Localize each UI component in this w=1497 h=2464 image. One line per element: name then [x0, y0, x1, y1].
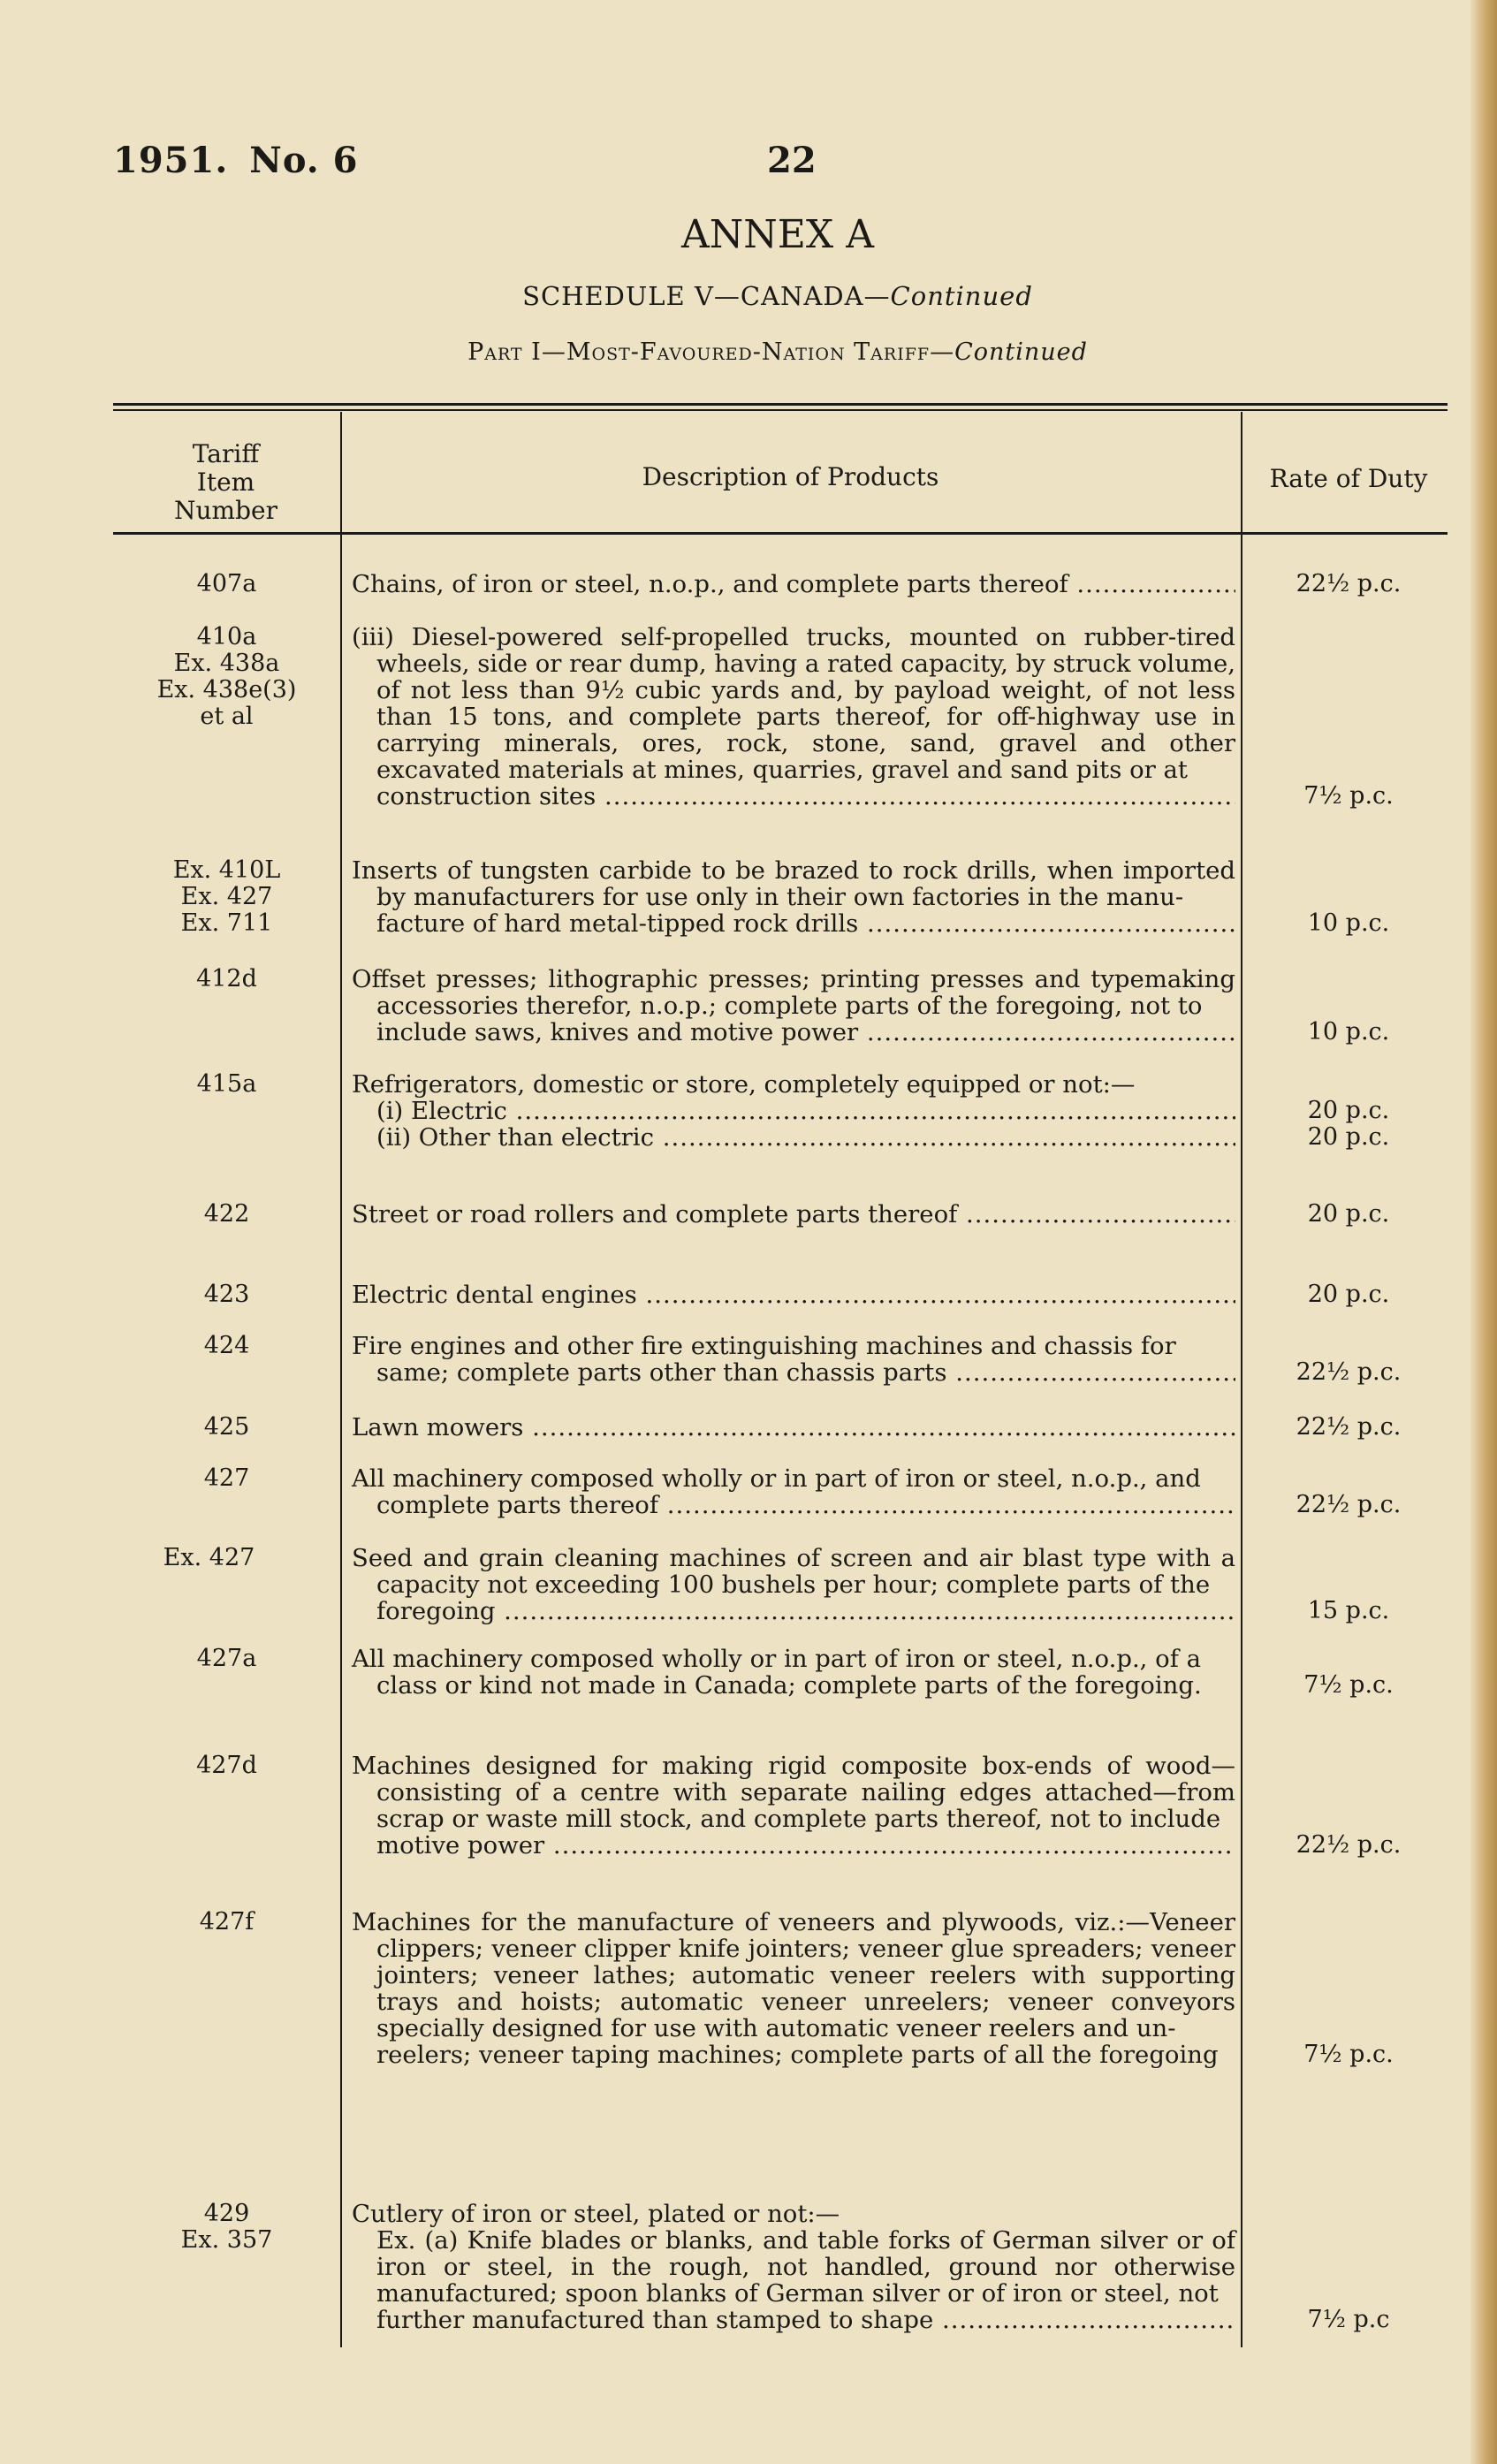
description-line: Refrigerators, domestic or store, completely equipped or not:—	[352, 1070, 1136, 1099]
description-line: Electric dental engines .....	[352, 1281, 1235, 1308]
item-number: 429	[203, 2200, 250, 2227]
item-number: 423	[203, 1281, 250, 1308]
description-line: Cutlery of iron or steel, plated or not:—	[352, 2200, 840, 2228]
header-line: Number	[174, 496, 277, 525]
description	[352, 1333, 1235, 1386]
rate-value: 22½ p.c.	[1296, 1358, 1402, 1386]
table-top-rule-thin	[113, 409, 1448, 411]
description	[352, 1281, 1235, 1308]
description-line: Inserts of tungsten carbide to be brazed to rock drills, when imported by manufacturers for use only in their own factories in the manu-	[352, 856, 1235, 911]
description-line: Fire engines and other fire extinguishing machines and chassis for	[352, 1332, 1176, 1360]
item-number: 424	[203, 1332, 250, 1359]
table-top-rule	[113, 403, 1448, 406]
tariff-item	[113, 1646, 340, 1672]
description-line: motive power .....	[352, 1832, 1235, 1859]
item-number: Ex. 357	[180, 2226, 273, 2254]
part-title	[0, 338, 1497, 366]
item-number: Ex. 427	[180, 883, 273, 910]
item-number: 427d	[196, 1752, 257, 1779]
item-number: 407a	[196, 570, 257, 597]
rate-value: 15 p.c.	[1307, 1597, 1390, 1624]
description	[352, 1465, 1235, 1518]
item-number: 427a	[196, 1645, 257, 1672]
rate-value: 7½ p.c.	[1303, 782, 1394, 810]
number: No. 6	[249, 140, 359, 181]
description-line: reelers; veneer taping machines; complete parts of all the foregoing	[376, 2041, 1219, 2069]
tariff-item	[113, 857, 340, 937]
description	[352, 624, 1235, 810]
item-number: 415a	[196, 1070, 257, 1098]
document-reference	[113, 140, 359, 181]
tariff-item	[113, 1071, 340, 1098]
column-header-item	[113, 440, 338, 525]
schedule-continued: Continued	[890, 281, 1033, 311]
rate-value: 7½ p.c	[1307, 2306, 1390, 2333]
item-number: 410a	[196, 623, 257, 650]
description	[352, 1545, 1235, 1624]
part-text: Part I—Most-Favoured-Nation Tariff—	[467, 338, 955, 366]
description	[352, 1646, 1235, 1699]
tariff-item	[113, 1333, 340, 1359]
description-line: (i) Electric .....	[352, 1098, 1235, 1124]
rate-of-duty	[1242, 1019, 1455, 1046]
description-line: same; complete parts other than chassis parts .....	[352, 1359, 1235, 1386]
rate-value: 20 p.c.	[1307, 1200, 1390, 1228]
rate-value: 10 p.c.	[1307, 1018, 1390, 1046]
description-line: Offset presses; lithographic presses; printing presses and typemaking accessories therefor, n.o.p.; complete parts of the foregoing, not to	[352, 965, 1235, 1020]
schedule-text: SCHEDULE V—CANADA—	[522, 281, 891, 311]
rate-of-duty	[1242, 1414, 1455, 1441]
rate-value: 20 p.c.	[1307, 1123, 1390, 1151]
tariff-item	[113, 1465, 340, 1492]
description	[352, 857, 1235, 937]
description-line: (ii) Other than electric .....	[352, 1124, 1235, 1151]
description-line: further manufactured than stamped to shape .....	[352, 2307, 1235, 2333]
rate-of-duty	[1242, 2042, 1455, 2068]
description-line: Lawn mowers .....	[352, 1414, 1235, 1441]
rate-of-duty	[1242, 1359, 1455, 1386]
header-bottom-rule	[113, 532, 1448, 535]
rate-value: 22½ p.c.	[1296, 570, 1402, 597]
item-number: 422	[203, 1200, 250, 1228]
rate-of-duty	[1242, 783, 1455, 810]
description	[352, 571, 1235, 597]
schedule-title	[0, 281, 1497, 311]
rate-value: 20 p.c.	[1307, 1281, 1390, 1308]
rate-of-duty	[1242, 2307, 1455, 2333]
description-line: All machinery composed wholly or in part of iron or steel, n.o.p., and	[352, 1464, 1201, 1493]
rate-value: 20 p.c.	[1307, 1097, 1390, 1124]
rate-value: 22½ p.c.	[1296, 1413, 1402, 1441]
column-divider	[340, 412, 342, 2347]
header-line: Tariff	[192, 439, 260, 468]
rate-value: 10 p.c.	[1307, 909, 1390, 937]
description	[352, 1753, 1235, 1859]
item-number: Ex. 438e(3)	[156, 676, 297, 703]
rate-of-duty	[1242, 1098, 1455, 1151]
rate-value: 22½ p.c.	[1296, 1831, 1402, 1859]
description-line: Seed and grain cleaning machines of screen and air blast type with a capacity not exceeding 100 bushels per hour; complete parts of the	[352, 1544, 1235, 1599]
description	[352, 966, 1235, 1046]
tariff-item	[113, 966, 340, 992]
description-line: Street or road rollers and complete parts thereof .....	[352, 1201, 1235, 1228]
annex-title: ANNEX A	[681, 212, 874, 257]
description	[352, 1909, 1235, 2068]
description-line: Machines designed for making rigid composite box-ends of wood—consisting of a centre with separate nailing edges attached—from scrap or waste mill stock, and complete parts thereof, not to include	[352, 1752, 1235, 1833]
tariff-item	[113, 1909, 340, 1935]
description-line: foregoing .....	[352, 1598, 1235, 1624]
description	[352, 1071, 1235, 1151]
page-edge	[1470, 0, 1497, 2464]
item-number: 427	[203, 1464, 250, 1492]
rate-of-duty	[1242, 1598, 1455, 1624]
tariff-item	[113, 1201, 340, 1228]
page-number: 22	[767, 140, 817, 181]
rate-of-duty	[1242, 1672, 1455, 1699]
tariff-item	[113, 1414, 340, 1441]
column-header-rate: Rate of Duty	[1269, 464, 1428, 493]
part-continued: Continued	[954, 338, 1088, 366]
tariff-item	[113, 624, 340, 730]
item-number: 412d	[196, 965, 257, 992]
description	[352, 2201, 1235, 2333]
description-line: (iii) Diesel-powered self-propelled trucks, mounted on rubber-tired wheels, side or rear dump, having a rated capacity, by struck volume, of not less than 9½ cubic yards and, by payload weight, of not less than 15 tons, and complete parts thereof, for off-highway use in carrying minerals, ores, rock, stone, sand, gravel and other excavated materials at mines, quarries, gravel and sand pits or at	[352, 623, 1235, 784]
description-line: Machines for the manufacture of veneers and plywoods, viz.:—Veneer clippers; veneer clipper knife jointers; veneer glue spreaders; veneer jointers; veneer lathes; automatic veneer reelers with supporting trays and hoists; automatic veneer unreelers; veneer conveyors specially designed for use with automatic veneer reelers and un-	[352, 1908, 1235, 2042]
item-number: Ex. 711	[180, 909, 273, 937]
item-number: 427f	[199, 1908, 255, 1935]
tariff-item	[113, 571, 340, 597]
description-line: Chains, of iron or steel, n.o.p., and complete parts thereof .....	[352, 571, 1235, 597]
item-number: 425	[203, 1413, 250, 1441]
item-number: et al	[200, 703, 254, 730]
rate-of-duty	[1242, 1492, 1455, 1518]
rate-value: 7½ p.c.	[1303, 2041, 1394, 2068]
description-line: include saws, knives and motive power .....	[352, 1019, 1235, 1046]
description-line: class or kind not made in Canada; complete parts of the foregoing.	[376, 1671, 1202, 1700]
tariff-item	[95, 1545, 323, 1571]
rate-of-duty	[1242, 910, 1455, 937]
item-number: Ex. 410L	[172, 856, 281, 884]
description-line: Ex. (a) Knife blades or blanks, and table forks of German silver or of iron or steel, in the rough, not handled, ground nor otherwise manufactured; spoon blanks of German silver or of iron or steel, not	[376, 2226, 1235, 2308]
tariff-item	[113, 2201, 340, 2254]
item-number: Ex. 438a	[173, 650, 280, 677]
rate-value: 22½ p.c.	[1296, 1491, 1402, 1518]
description	[352, 1201, 1235, 1228]
header-line: Item	[196, 468, 255, 497]
column-header-description: Description of Products	[642, 462, 939, 491]
rate-of-duty	[1242, 1281, 1455, 1308]
description-line: facture of hard metal-tipped rock drills .....	[352, 910, 1235, 937]
tariff-item	[113, 1753, 340, 1779]
year: 1951.	[113, 140, 229, 181]
item-number: Ex. 427	[163, 1544, 255, 1571]
rate-of-duty	[1242, 1201, 1455, 1228]
description	[352, 1414, 1235, 1441]
tariff-item	[113, 1281, 340, 1308]
rate-of-duty	[1242, 571, 1455, 597]
description-line: All machinery composed wholly or in part of iron or steel, n.o.p., of a	[352, 1645, 1202, 1673]
rate-of-duty	[1242, 1832, 1455, 1859]
description-line: construction sites .....	[352, 783, 1235, 810]
rate-value: 7½ p.c.	[1303, 1671, 1394, 1699]
description-line: complete parts thereof .....	[352, 1492, 1235, 1518]
